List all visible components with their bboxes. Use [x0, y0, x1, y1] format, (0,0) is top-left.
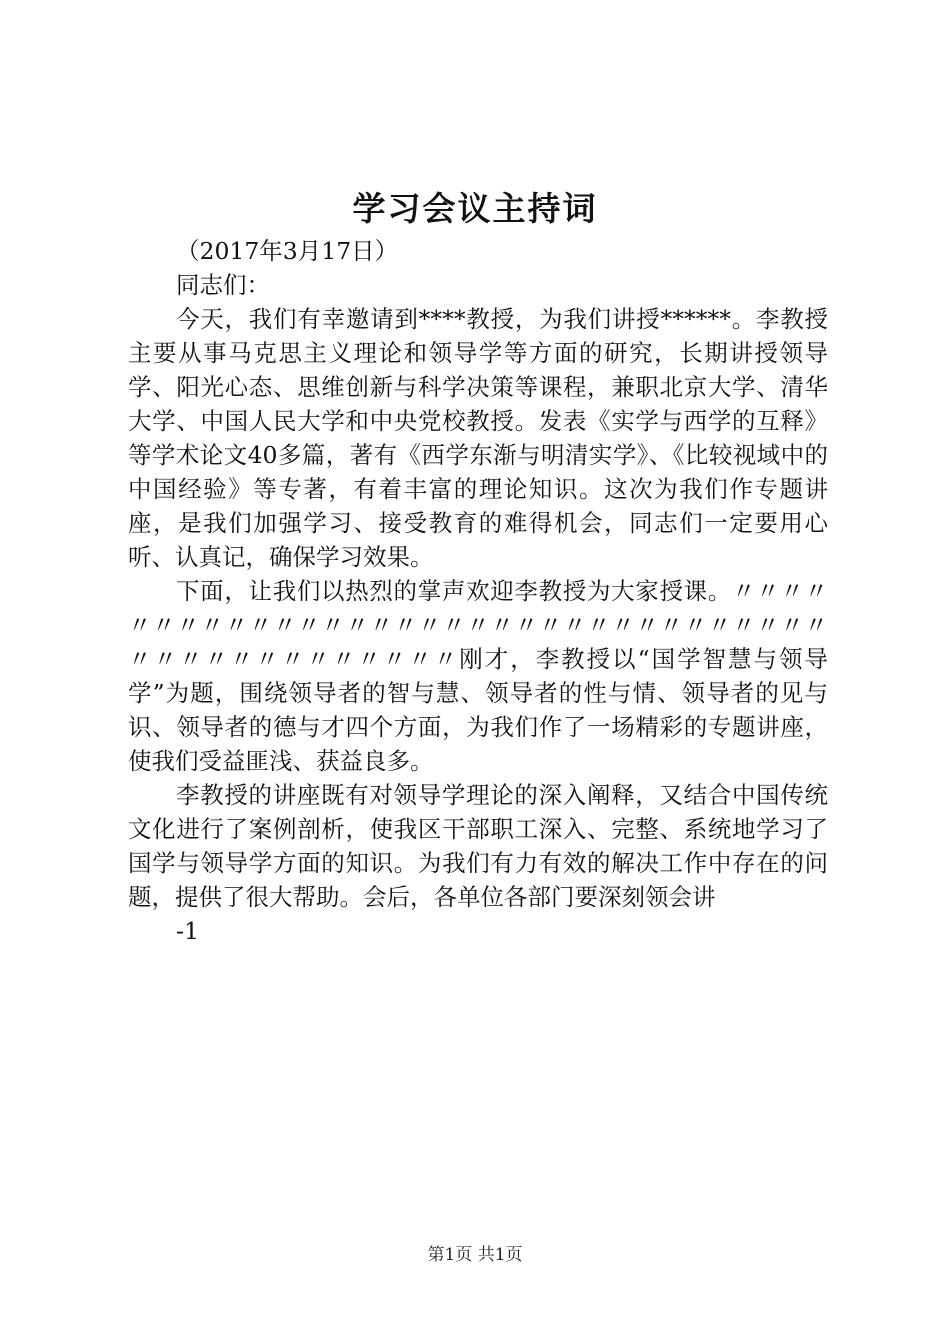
page-number-footer: 第1页 共1页: [427, 1245, 523, 1265]
page-footer: [0, 1243, 950, 1267]
page-mark: -1: [176, 917, 199, 945]
paragraph-intro: 今天，我们有幸邀请到****教授，为我们讲授******。李教授主要从事马克思主义理论和领导学等方面的研究，长期讲授领导学、阳光心态、思维创新与科学决策等课程，兼职北京大学、清华大学、中国人民大学和中央党校教授。发表《实学与西学的互释》等学术论文40多篇，著有《西学东渐与明清实学》、《比较视域中的中国经验》等专著，有着丰富的理论知识。这次为我们作专题讲座，是我们加强学习、接受教育的难得机会，同志们一定要用心听、认真记，确保学习效果。: [128, 305, 828, 571]
date-line: （2017年3月17日）: [176, 237, 399, 265]
paragraph-summary: 李教授的讲座既有对领导学理论的深入阐释，又结合中国传统文化进行了案例剖析，使我区干部职工深入、完整、系统地学习了国学与领导学方面的知识。为我们有力有效的解决工作中存在的问题，提供了很大帮助。会后，各单位各部门要深刻领会讲: [128, 781, 828, 911]
document-title: 学习会议主持词: [352, 189, 598, 228]
salutation: 同志们：: [176, 271, 270, 299]
paragraph-lecture: 下面，让我们以热烈的掌声欢迎李教授为大家授课。〃〃〃〃〃〃〃〃〃〃〃〃〃〃〃〃〃〃〃〃〃〃〃〃〃〃〃〃〃〃〃〃〃〃〃〃〃〃〃〃〃〃〃〃〃〃刚才，李教授以“国学智慧与领导学”为题，围绕领导者的智与慧、领导者的性与情、领导者的见与识、领导者的德与才四个方面，为我们作了一场精彩的专题讲座，使我们受益匪浅、获益良多。: [128, 577, 828, 775]
document-body: [128, 234, 828, 948]
